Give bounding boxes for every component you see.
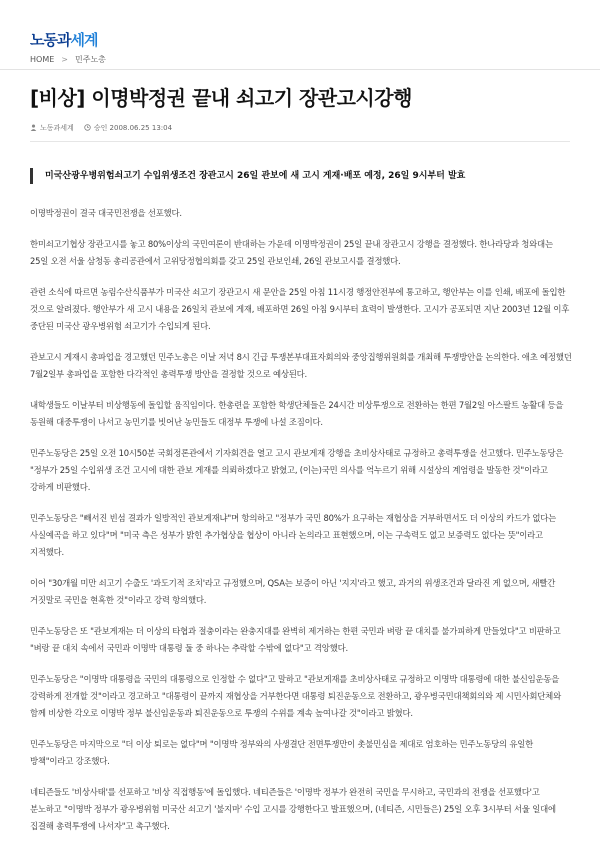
paragraph: 네티즌들도 '비상사태'를 선포하고 '비상 직접행동'에 돌입했다. 네티즌들은 '이명박 정부가 완전히 국민을 무시하고, 국민과의 전쟁을 선포했다'고 분노하고 "이명박 정부가 광우병위험 미국산 쇠고기 '불지마' 수입 고시를 강행한다고 발표했으며, (네티즌, 시민들은) 25일 오후 3시부터 서울 일대에 집결해 총력투쟁에 나서자"고 촉구했다. xyxy=(30,787,556,831)
breadcrumb-separator: > xyxy=(61,55,68,64)
paragraph: 민주노동당은 25일 오전 10시50분 국회정론관에서 기자회견을 열고 고시 관보게재 강행을 초비상사태로 규정하고 총력투쟁을 선고했다. 민주노동당은 "정부가 25일 수입위생 조건 고시에 대한 관보 게재를 의뢰하겠다고 밝혔고, (이는)국민 의사를 억누르기 위해 시설상의 계엄령을 발동한 것"이라고 강하게 비판했다. xyxy=(30,448,564,492)
paragraph: 관보고시 게재시 총파업을 경고했던 민주노총은 이날 저녁 8시 긴급 투쟁본부대표자회의와 중앙집행위원회를 개최해 투쟁방안을 논의한다. 애초 예정했던 7월2일부 총파업을 포함한 다각적인 총력투쟁 방안을 결정할 것으로 예상된다. xyxy=(30,352,572,379)
paragraph: 이명박정권이 결국 대국민전쟁을 선포했다. xyxy=(30,208,182,218)
paragraph: 이어 "30개월 미만 쇠고기 수출도 '과도기적 조치'라고 규정했으며, QSA는 보증이 아닌 '지지'라고 했고, 과거의 위생조건과 달라진 게 없으며, 새빨간 거짓말로 국민을 현혹한 것"이라고 강력 항의했다. xyxy=(30,578,556,605)
article-title: [비상] 이명박정권 끝내 쇠고기 장관고시강행 xyxy=(30,86,412,110)
paragraph: 민주노동당은 또 "관보게재는 더 이상의 타협과 절충이라는 완충지대를 완벽히 제거하는 한편 국민과 벼랑 끝 대치를 불가피하게 만들었다"고 비판하고 "벼랑 끝 대치 속에서 국민과 이명박 대통령 둘 중 하나는 추락할 수밖에 없다"고 격앙했다. xyxy=(30,626,561,653)
article-meta xyxy=(30,123,182,133)
logo-main: 노동과 xyxy=(30,30,71,49)
paragraph: 민주노동당은 마지막으로 "더 이상 퇴로는 없다"며 "이명박 정부와의 사생결단 전면투쟁만이 촛불민심을 제대로 엄호하는 민주노동당의 유일한 방책"이라고 강조했다. xyxy=(30,739,534,766)
approved-date: 승인 2008.06.25 13:04 xyxy=(93,124,173,132)
meta-divider xyxy=(30,141,570,142)
paragraph: 민주노동당은 "이명박 대통령을 국민의 대통령으로 인정할 수 없다"고 말하고 "관보게재를 초비상사태로 규정하고 이명박 대통령에 대한 불신임운동을 강력하게 전개할 것"이라고 경고하고 "대통령이 끝까지 재협상을 거부한다면 대통령 퇴진운동으로 전환하고, 광우병국민대책회의와 제 시민사회단체와 함께 비상한 각오로 이명박 정부 불신임운동과 퇴진운동으로 투쟁의 수위를 계속 높여나갈 것"이라고 밝혔다. xyxy=(30,674,561,718)
author-name: 노동과세계 xyxy=(40,124,74,132)
author-info xyxy=(30,123,74,133)
logo-text xyxy=(30,29,97,50)
logo-accent: 세계 xyxy=(70,30,98,49)
header-divider xyxy=(0,69,600,70)
paragraph: 민주노동당은 "빼서진 빈섬 결과가 일방적인 관보게재냐"며 항의하고 "정부가 국민 80%가 요구하는 재협상을 거부하면서도 더 이상의 카드가 없다는 사실예곡을 하고 있다"며 "미국 측은 성부가 밝힌 추가협상을 협상이 아니라 논의라고 표현했으며, 이는 구속력도 없고 보증력도 없다는 뜻"이라고 지적했다. xyxy=(30,513,556,557)
paragraph: 한미쇠고기협상 장관고시를 놓고 80%이상의 국민여론이 반대하는 가운데 이명박정권이 25일 끝내 장관고시 강행을 결정했다. 한나라당과 청와대는 25일 오전 서울 삼청동 총리공관에서 고위당정협의회를 갖고 25일 관보인쇄, 26일 관보고시를 결정했다. xyxy=(30,239,553,266)
person-icon xyxy=(30,124,37,133)
breadcrumb xyxy=(30,54,106,65)
breadcrumb-home[interactable]: HOME xyxy=(30,55,55,64)
paragraph: 관련 소식에 따르면 농림수산식품부가 미국산 쇠고기 장관고시 새 문안을 25일 아침 11시경 행정안전부에 통고하고, 행안부는 이를 인쇄, 배포에 돌입한 것으로 알려졌다. 행안부가 새 고시 내용을 26일치 관보에 게재, 배포하면 26일 아침 9시부터 효력이 발생한다. 고시가 공포되면 지난 2003년 12월 이후 중단된 미국산 광우병위험 쇠고기가 수입되게 된다. xyxy=(30,287,570,331)
clock-icon xyxy=(84,124,91,133)
site-logo[interactable] xyxy=(30,28,97,50)
breadcrumb-section[interactable]: 민주노총 xyxy=(74,55,106,64)
article-body xyxy=(30,205,572,849)
paragraph: 내학생들도 이날부터 비상행동에 돌입할 움직임이다. 한총련을 포함한 학생단체들은 24시간 비상투쟁으로 전환하는 한편 7월2일 아스팔트 농활대 등을 동원해 대중투쟁이 나서고 농민기를 빗어난 농민들도 대정부 투쟁에 나설 조짐이다. xyxy=(30,400,564,427)
date-info xyxy=(84,123,172,133)
article-subheading: 미국산광우병위험쇠고기 수입위생조건 장관고시 26일 관보에 새 고시 게재·배포 예정, 26일 9시부터 발효 xyxy=(30,168,570,184)
